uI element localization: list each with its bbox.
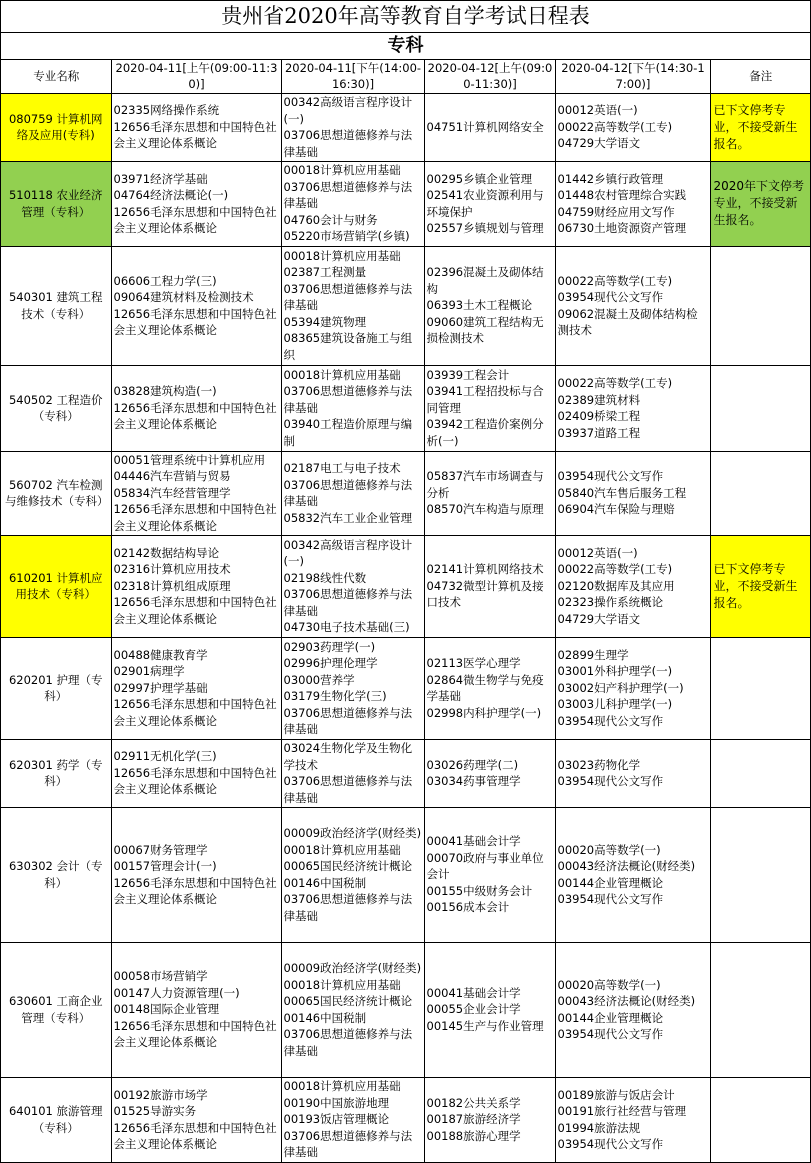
course-item: 00022高等数学(工专) xyxy=(557,273,673,288)
course-item: 00065国民经济统计概论 xyxy=(283,859,413,873)
table-row xyxy=(1,942,810,1077)
course-item: 03706思想道德修养与法律基础 xyxy=(283,587,413,618)
page-title: 贵州省2020年高等教育自学考试日程表 xyxy=(1,1,810,33)
course-item: 02198线性代数 xyxy=(283,570,367,585)
session-cell-s4 xyxy=(555,451,710,535)
session-cell-s4 xyxy=(555,637,710,739)
course-item: 02541农业资源利用与环境保护 xyxy=(426,188,544,219)
course-item: 03000营养学 xyxy=(283,672,355,687)
session-cell-s1 xyxy=(111,365,281,451)
course-item: 02142数据结构导论 xyxy=(113,545,220,560)
course-item: 00187旅游经济学 xyxy=(426,1112,521,1127)
course-item: 03706思想道德修养与法律基础 xyxy=(283,384,413,415)
course-item: 12656毛泽东思想和中国特色社会主义理论体系概论 xyxy=(113,875,277,906)
course-item: 00041基础会计学 xyxy=(426,834,521,849)
table-row xyxy=(1,451,810,535)
course-item: 02557乡镇规划与管理 xyxy=(426,221,544,235)
course-item: 05220市场营销学(乡镇) xyxy=(283,229,410,244)
header-session-2: 2020-04-11[下午(14:00-16:30)] xyxy=(281,60,424,93)
course-item: 00018计算机应用基础 xyxy=(283,842,401,857)
course-item: 03971经济学基础 xyxy=(113,171,208,186)
course-item: 00342高级语言程序设计(一) xyxy=(283,537,413,568)
course-item: 00018计算机应用基础 xyxy=(283,163,401,178)
session-cell-s3 xyxy=(424,739,555,807)
course-item: 00043经济法概论(财经类) xyxy=(557,994,696,1008)
course-item: 12656毛泽东思想和中国特色社会主义理论体系概论 xyxy=(113,502,277,533)
header-major: 专业名称 xyxy=(1,60,111,93)
course-item: 00192旅游市场学 xyxy=(113,1087,208,1102)
course-item: 03024生物化学及生物化学技术 xyxy=(283,741,413,772)
course-item: 02113医学心理学 xyxy=(426,656,521,670)
course-item: 12656毛泽东思想和中国特色社会主义理论体系概论 xyxy=(113,697,277,728)
major-name-cell: 630302 会计（专科） xyxy=(1,807,111,942)
course-item: 02899生理学 xyxy=(557,647,629,662)
note-cell: 已下文停考专业，不接受新生报名。 xyxy=(710,93,810,161)
course-item: 02120数据库及其应用 xyxy=(557,578,675,593)
session-cell-s3 xyxy=(424,1077,555,1162)
course-item: 00188旅游心理学 xyxy=(426,1128,521,1143)
course-item: 00022高等数学(工专) xyxy=(557,562,673,577)
course-item: 08570汽车构造与原理 xyxy=(426,502,544,517)
course-item: 04760会计与财务 xyxy=(283,212,378,227)
course-item: 02316计算机应用技术 xyxy=(113,562,231,577)
course-item: 03937道路工程 xyxy=(557,425,641,440)
course-item: 03954现代公文写作 xyxy=(557,774,664,788)
header-note: 备注 xyxy=(710,60,810,93)
course-item: 05394建筑物理 xyxy=(283,314,367,329)
course-item: 03706思想道德修养与法律基础 xyxy=(283,281,413,313)
course-item: 02903药理学(一) xyxy=(283,639,376,654)
course-item: 03026药理学(二) xyxy=(426,757,519,772)
course-item: 05832汽车工业企业管理 xyxy=(283,510,413,525)
session-cell-s1 xyxy=(111,451,281,535)
course-item: 04446汽车营销与贸易 xyxy=(113,469,231,484)
course-item: 00342高级语言程序设计(一) xyxy=(283,95,413,126)
session-cell-s3 xyxy=(424,365,555,451)
session-cell-s3 xyxy=(424,535,555,637)
course-item: 00058市场营销学 xyxy=(113,969,208,984)
course-item: 00146中国税制 xyxy=(283,875,367,890)
course-item: 06606工程力学(三) xyxy=(113,273,217,288)
session-cell-s3 xyxy=(424,246,555,365)
course-item: 02998内科护理学(一) xyxy=(426,705,542,720)
course-item: 00190中国旅游地理 xyxy=(283,1095,390,1110)
major-name-cell: 630601 工商企业管理（专科） xyxy=(1,942,111,1077)
session-cell-s2 xyxy=(281,739,424,807)
course-item: 00182公共关系学 xyxy=(426,1095,521,1110)
major-name-cell: 640101 旅游管理（专科） xyxy=(1,1077,111,1162)
course-item: 02387工程测量 xyxy=(283,265,367,280)
major-name-cell: 560702 汽车检测与维修技术（专科） xyxy=(1,451,111,535)
course-item: 02996护理伦理学 xyxy=(283,656,378,670)
course-item: 02997护理学基础 xyxy=(113,680,208,695)
course-item: 02396混凝土及砌体结构 xyxy=(426,265,544,296)
course-item: 03942工程造价案例分析(一) xyxy=(426,417,544,448)
note-cell: 已下文停考专业，不接受新生报名。 xyxy=(710,535,810,637)
session-cell-s1 xyxy=(111,535,281,637)
course-item: 02911无机化学(三) xyxy=(113,749,217,764)
course-item: 00051管理系统中计算机应用 xyxy=(113,452,266,467)
course-item: 00055企业会计学 xyxy=(426,1002,521,1017)
header-session-1: 2020-04-11[上午(09:00-11:30)] xyxy=(111,60,281,93)
note-cell xyxy=(710,807,810,942)
major-name-cell: 540502 工程造价（专科） xyxy=(1,365,111,451)
course-item: 00065国民经济统计概论 xyxy=(283,994,413,1008)
session-cell-s4 xyxy=(555,161,710,246)
course-item: 12656毛泽东思想和中国特色社会主义理论体系概论 xyxy=(113,595,277,626)
course-item: 00018计算机应用基础 xyxy=(283,367,401,382)
note-cell xyxy=(710,1077,810,1162)
session-cell-s2 xyxy=(281,535,424,637)
course-item: 00018计算机应用基础 xyxy=(283,248,401,263)
course-item: 03828建筑构造(一) xyxy=(113,384,217,399)
course-item: 01994旅游法规 xyxy=(557,1120,641,1135)
course-item: 00157管理会计(一) xyxy=(113,859,217,873)
course-item: 12656毛泽东思想和中国特色社会主义理论体系概论 xyxy=(113,1018,277,1050)
course-item: 03954现代公文写作 xyxy=(557,713,664,728)
header-row xyxy=(1,60,810,93)
course-item: 01525导游实务 xyxy=(113,1104,197,1118)
note-cell xyxy=(710,942,810,1077)
table-row xyxy=(1,365,810,451)
table-row xyxy=(1,1077,810,1162)
table-row xyxy=(1,246,810,365)
course-item: 02323操作系统概论 xyxy=(557,595,664,610)
session-cell-s1 xyxy=(111,161,281,246)
session-cell-s1 xyxy=(111,246,281,365)
course-item: 06730土地资源资产管理 xyxy=(557,221,687,235)
course-item: 03706思想道德修养与法律基础 xyxy=(283,705,413,736)
course-item: 03706思想道德修养与法律基础 xyxy=(283,1027,413,1058)
course-item: 03023药物化学 xyxy=(557,757,641,772)
course-item: 12656毛泽东思想和中国特色社会主义理论体系概论 xyxy=(113,400,277,432)
schedule-table-body xyxy=(1,60,810,1162)
session-cell-s2 xyxy=(281,451,424,535)
session-cell-s4 xyxy=(555,535,710,637)
course-item: 00070政府与事业单位会计 xyxy=(426,850,544,882)
course-item: 05837汽车市场调查与分析 xyxy=(426,469,544,500)
table-row xyxy=(1,637,810,739)
course-item: 06904汽车保险与理赔 xyxy=(557,502,675,517)
course-item: 04759财经应用文写作 xyxy=(557,204,675,219)
session-cell-s1 xyxy=(111,807,281,942)
course-item: 00146中国税制 xyxy=(283,1010,367,1025)
table-row xyxy=(1,93,810,161)
session-cell-s4 xyxy=(555,942,710,1077)
course-item: 09064建筑材料及检测技术 xyxy=(113,290,254,304)
session-cell-s4 xyxy=(555,807,710,942)
course-item: 00012英语(一) xyxy=(557,103,638,118)
course-item: 12656毛泽东思想和中国特色社会主义理论体系概论 xyxy=(113,204,277,235)
course-item: 00067财务管理学 xyxy=(113,842,208,857)
session-cell-s4 xyxy=(555,739,710,807)
session-cell-s2 xyxy=(281,807,424,942)
note-cell xyxy=(710,739,810,807)
note-cell xyxy=(710,637,810,739)
session-cell-s3 xyxy=(424,93,555,161)
course-item: 00018计算机应用基础 xyxy=(283,977,401,992)
course-item: 03179生物化学(三) xyxy=(283,689,387,703)
course-item: 12656毛泽东思想和中国特色社会主义理论体系概论 xyxy=(113,765,277,797)
course-item: 00009政治经济学(财经类) xyxy=(283,961,422,975)
session-cell-s3 xyxy=(424,161,555,246)
course-item: 03954现代公文写作 xyxy=(557,892,664,906)
course-item: 04732微型计算机及接口技术 xyxy=(426,578,544,610)
course-item: 04729大学语文 xyxy=(557,136,641,151)
course-item: 03706思想道德修养与法律基础 xyxy=(283,128,413,159)
course-item: 03706思想道德修养与法律基础 xyxy=(283,477,413,508)
course-item: 02864微生物学与免疫学基础 xyxy=(426,672,544,703)
course-item: 09060建筑工程结构无损检测技术 xyxy=(426,314,544,346)
course-item: 05834汽车经营管理学 xyxy=(113,485,231,500)
session-cell-s1 xyxy=(111,93,281,161)
course-item: 00193饭店管理概论 xyxy=(283,1112,390,1127)
course-item: 01442乡镇行政管理 xyxy=(557,171,664,186)
course-item: 00295乡镇企业管理 xyxy=(426,171,533,186)
session-cell-s1 xyxy=(111,1077,281,1162)
course-item: 03706思想道德修养与法律基础 xyxy=(283,1128,413,1160)
course-item: 06393土木工程概论 xyxy=(426,298,533,313)
course-item: 00009政治经济学(财经类) xyxy=(283,826,422,840)
course-item: 04764经济法概论(一) xyxy=(113,188,229,202)
course-item: 03001外科护理学(一) xyxy=(557,664,673,679)
course-item: 02389建筑材料 xyxy=(557,392,641,407)
course-item: 00148国际企业管理 xyxy=(113,1002,220,1017)
course-item: 00043经济法概论(财经类) xyxy=(557,859,696,873)
course-item: 12656毛泽东思想和中国特色社会主义理论体系概论 xyxy=(113,306,277,337)
session-cell-s2 xyxy=(281,93,424,161)
course-item: 03954现代公文写作 xyxy=(557,290,664,304)
course-item: 03034药事管理学 xyxy=(426,774,521,788)
course-item: 00144企业管理概论 xyxy=(557,1010,664,1025)
course-item: 00022高等数学(工专) xyxy=(557,376,673,390)
session-cell-s2 xyxy=(281,942,424,1077)
course-item: 00144企业管理概论 xyxy=(557,875,664,890)
course-item: 00147人力资源管理(一) xyxy=(113,985,240,1000)
major-name-cell: 540301 建筑工程技术（专科） xyxy=(1,246,111,365)
note-cell xyxy=(710,451,810,535)
session-cell-s3 xyxy=(424,637,555,739)
course-item: 00041基础会计学 xyxy=(426,985,521,1000)
course-item: 03954现代公文写作 xyxy=(557,469,664,484)
course-item: 00156成本会计 xyxy=(426,900,510,915)
course-item: 04730电子技术基础(三) xyxy=(283,620,410,634)
table-row xyxy=(1,739,810,807)
session-cell-s3 xyxy=(424,807,555,942)
page-subtitle: 专科 xyxy=(1,33,810,60)
major-name-cell: 610201 计算机应用技术（专科） xyxy=(1,535,111,637)
session-cell-s1 xyxy=(111,942,281,1077)
note-cell xyxy=(710,365,810,451)
course-item: 02318计算机组成原理 xyxy=(113,578,231,593)
session-cell-s2 xyxy=(281,246,424,365)
session-cell-s2 xyxy=(281,365,424,451)
course-item: 03941工程招投标与合同管理 xyxy=(426,384,544,415)
course-item: 04729大学语文 xyxy=(557,611,641,626)
session-cell-s1 xyxy=(111,637,281,739)
header-session-3: 2020-04-12[上午(09:00-11:30)] xyxy=(424,60,555,93)
major-name-cell: 620301 药学（专科） xyxy=(1,739,111,807)
course-item: 00189旅游与饭店会计 xyxy=(557,1087,675,1102)
course-item: 05840汽车售后服务工程 xyxy=(557,485,687,500)
session-cell-s2 xyxy=(281,1077,424,1162)
course-item: 00020高等数学(一) xyxy=(557,977,661,992)
course-item: 03706思想道德修养与法律基础 xyxy=(283,892,413,923)
course-item: 00012英语(一) xyxy=(557,545,638,560)
course-item: 00191旅行社经营与管理 xyxy=(557,1104,687,1118)
course-item: 01448农村管理综合实践 xyxy=(557,188,687,202)
course-item: 03706思想道德修养与法律基础 xyxy=(283,774,413,805)
session-cell-s3 xyxy=(424,451,555,535)
major-name-cell: 510118 农业经济管理（专科） xyxy=(1,161,111,246)
session-cell-s2 xyxy=(281,637,424,739)
course-item: 03706思想道德修养与法律基础 xyxy=(283,179,413,211)
major-name-cell: 080759 计算机网络及应用(专科) xyxy=(1,93,111,161)
course-item: 12656毛泽东思想和中国特色社会主义理论体系概论 xyxy=(113,1120,277,1151)
course-item: 02409桥梁工程 xyxy=(557,409,641,423)
session-cell-s4 xyxy=(555,246,710,365)
course-item: 03954现代公文写作 xyxy=(557,1027,664,1041)
header-session-4: 2020-04-12[下午(14:30-17:00)] xyxy=(555,60,710,93)
course-item: 02335网络操作系统 xyxy=(113,103,220,118)
course-item: 03940工程造价原理与编制 xyxy=(283,417,413,448)
schedule-table xyxy=(1,60,810,1163)
table-row xyxy=(1,161,810,246)
session-cell-s4 xyxy=(555,1077,710,1162)
table-row xyxy=(1,535,810,637)
course-item: 02901病理学 xyxy=(113,664,185,679)
course-item: 04751计算机网络安全 xyxy=(426,119,544,134)
course-item: 03002妇产科护理学(一) xyxy=(557,680,684,695)
session-cell-s3 xyxy=(424,942,555,1077)
table-row xyxy=(1,807,810,942)
course-item: 00022高等数学(工专) xyxy=(557,119,673,134)
course-item: 03003儿科护理学(一) xyxy=(557,697,673,712)
course-item: 00488健康教育学 xyxy=(113,647,208,662)
course-item: 03939工程会计 xyxy=(426,367,510,382)
note-cell: 2020年下文停考专业，不接受新生报名。 xyxy=(710,161,810,246)
major-name-cell: 620201 护理（专科） xyxy=(1,637,111,739)
course-item: 02187电工与电子技术 xyxy=(283,461,401,475)
session-cell-s1 xyxy=(111,739,281,807)
course-item: 08365建筑设备施工与组织 xyxy=(283,331,413,362)
session-cell-s2 xyxy=(281,161,424,246)
course-item: 00020高等数学(一) xyxy=(557,842,661,857)
course-item: 12656毛泽东思想和中国特色社会主义理论体系概论 xyxy=(113,119,277,151)
course-item: 00018计算机应用基础 xyxy=(283,1079,401,1094)
note-cell xyxy=(710,246,810,365)
course-item: 02141计算机网络技术 xyxy=(426,562,544,577)
course-item: 00155中级财务会计 xyxy=(426,883,533,898)
session-cell-s4 xyxy=(555,365,710,451)
course-item: 00145生产与作业管理 xyxy=(426,1018,544,1033)
course-item: 09062混凝土及砌体结构检测技术 xyxy=(557,306,698,337)
session-cell-s4 xyxy=(555,93,710,161)
course-item: 03954现代公文写作 xyxy=(557,1137,664,1151)
